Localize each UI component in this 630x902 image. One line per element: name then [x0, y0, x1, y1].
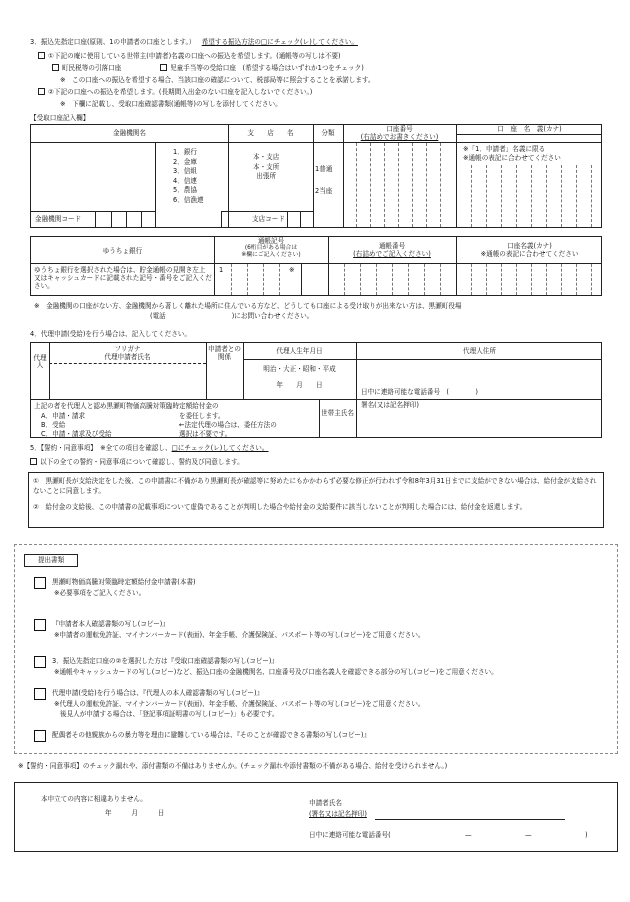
dob: 代理人生年月日 [276, 347, 323, 355]
col-acct: 口座番号 [386, 125, 413, 133]
yucho-sym: 通帳記号 [257, 237, 285, 245]
doc3: 3．振込先指定口座の②を選択した方は『受取口座確認書類の写し(コピー)』 [52, 657, 278, 665]
yucho-desc: ゆうちょ銀行を選択された場合は、貯金通帳の見開き左上又はキャッシュカードに記載された記号・番号をご記入ください。 [34, 266, 212, 291]
tel-dash2: — [525, 831, 532, 839]
doc3-checkbox[interactable] [34, 656, 46, 668]
yucho-star: ※ [289, 266, 295, 274]
checkbox[interactable] [30, 458, 37, 465]
docs-box [14, 544, 618, 754]
name-note2: ※通帳の表記に合わせてください [463, 154, 561, 162]
col-acct-sub: (右詰めでお書きください) [360, 133, 439, 141]
checkbox[interactable] [52, 64, 59, 71]
option1[interactable]: ①下記の庵に使用している世帯主(申請者)名義の口座への振込を希望します。(通帳等の写しは不要) [38, 52, 341, 60]
section4-title: 4．代理申請(受給)を行う場合は、記入してください。 [30, 330, 191, 338]
furigana: フリガナ [114, 345, 141, 353]
yucho-num-sub: (右詰めでご記入ください) [353, 250, 431, 258]
proxy-tel: 日中に連絡可能な電話番号 ( ) [361, 388, 478, 396]
entrust: を委任します。 ←法定代理の場合は、委任方法の 選択は不要です。 [179, 412, 277, 439]
doc5-checkbox[interactable] [34, 730, 46, 742]
yucho-one: 1 [219, 266, 224, 274]
ymd: 年 月 日 [276, 381, 323, 389]
proxy-side: 代理人 [33, 354, 47, 370]
col-branch: 支 店 名 [247, 129, 294, 137]
kind-2: 2当座 [315, 187, 333, 195]
doc3-note: ※通帳やキャッシュカードの写し(コピー)など、振込口座の金融機関名、口座番号及び口座名義人を確認できる部分の写し(コピー)をご用意ください。 [54, 668, 498, 676]
deleg: 上記の者を代理人と認め黒瀬町物価高騰対策臨時定額給付金の [34, 402, 219, 410]
branch-code-row[interactable]: 支店コード [221, 211, 313, 227]
bank-table [30, 124, 602, 228]
doc2: 『申請者本人確認書類の写し(コピー)』 [52, 620, 169, 628]
yucho-table [30, 236, 602, 296]
doc1: 黒瀬町物価高騰対策臨時定額給付金申請書(本書) [52, 578, 196, 586]
doc4: 代理申請(受給)を行う場合は、『代理人の本人確認書類の写し(コピー)』 [52, 689, 264, 697]
col-kind: 分類 [321, 129, 335, 137]
yucho-name: 口座名義(カナ) [507, 242, 552, 250]
proxy-table [30, 342, 602, 438]
confirm: 本申立ての内容に相違ありません。 [41, 795, 147, 803]
bank-header: 【受取口座記入欄】 [30, 114, 90, 122]
section5-title: 5．【誓約・同意事項】 ※全ての項目を確認し、□にチェック(レ)してください。 [30, 444, 269, 452]
bank-code-boxes[interactable] [95, 211, 155, 227]
doc1-note: ※必要事項をご記入ください。 [54, 589, 146, 597]
doc2-checkbox[interactable] [34, 619, 46, 631]
tel-close: ) [585, 831, 588, 839]
consent-box [28, 472, 604, 528]
branch-types: 本・支店 本・支所 出張所 [253, 153, 280, 181]
doc5: 配偶者その他親族からの暴力等を理由に避難している場合は、『そのことが確認できる書類の写し(コピー)』 [52, 731, 371, 739]
option2[interactable]: ②下記の口座への振込を希望します。(長期間入出金のない口座を記入しないでください。) [38, 88, 312, 96]
proxy-name: 代理申請者氏名 [104, 353, 151, 361]
warning: ※【誓約・同意事項】のチェック漏れや、添付書類の不備はありませんか。(チェック漏れや添付書類の不備がある場合、給付を受けられません。) [18, 762, 448, 770]
date: 年 月 日 [105, 809, 165, 817]
head: 世帯主氏名 [321, 409, 354, 417]
applicant: 申請者氏名 [309, 799, 342, 807]
docs-header: 提出書類 [24, 554, 78, 567]
tel-dash1: — [465, 831, 472, 839]
yucho-name-sub: ※通帳の表記に合わせてください [480, 250, 579, 258]
yucho-label: ゆうちょ銀行 [102, 247, 143, 255]
checkbox[interactable] [38, 52, 45, 59]
final-box [14, 782, 618, 852]
applicant-tel[interactable]: 日中に連絡可能な電話番号( [309, 831, 391, 839]
doc2-note: ※申請者の運転免許証、マイナンバーカード(表面)、年金手帳、介護保険証、パスポート等の写し(コピー)をご用意ください。 [54, 631, 425, 639]
col-name: 口 座 名 義(カナ) [497, 125, 562, 133]
doc4-note2: 後見人が申請する場合は、「登記事項証明書の写し(コピー)」も必要です。 [60, 710, 279, 718]
checkbox[interactable] [160, 64, 167, 71]
name-note1: ※「1．申請者」名義に限る [463, 145, 546, 153]
checkbox[interactable] [38, 88, 45, 95]
option1-note: ※ この口座への振込を希望する場合、当該口座の確認について、税部局等に照会することを承諾します。 [60, 76, 375, 84]
consent-2: ② 給付金の支給後、この申請書の記載事項について虚偽であることが判明した場合や給付金の支給要件に該当しないことが判明した場合には、給付金を返還します。 [33, 503, 527, 511]
addr: 代理人住所 [463, 347, 496, 355]
doc4-checkbox[interactable] [34, 688, 46, 700]
section3-title: 3．振込先指定口座(原則、1の申請者の口座とします。） 希望する振込方法の□にチェック(レ)してください。 [30, 38, 358, 46]
option1b[interactable]: 児童手当等の受給口座 (希望する場合はいずれか1つをチェック) [160, 64, 364, 72]
yucho-sym-note: (6桁目がある場合は ※欄にご記入ください) [241, 245, 301, 259]
doc1-checkbox[interactable] [34, 577, 46, 589]
yucho-num: 通帳番号 [378, 242, 406, 250]
footnote: ※ 金融機関の口座がない方、金融機関から著しく離れた場所に住んでいる方など、どうしても口座による受け取りが出来ない方は、黒瀬町役場 [34, 302, 462, 310]
deleg-options[interactable]: A．申請・請求 B．受給 C．申請・請求及び受給 [41, 412, 112, 439]
doc4-note: ※代理人の運転免許証、マイナンバーカード(表面)、年金手帳、介護保険証、パスポート等の写し(コピー)をご用意ください。 [54, 700, 425, 708]
option1a[interactable]: 町民税等の引落口座 [52, 64, 121, 72]
kind-1: 1普通 [315, 165, 333, 173]
footnote2: (電話 )にお問い合わせください。 [150, 312, 314, 320]
relation: 申請者との関係 [208, 345, 241, 362]
consent-1: ① 黒瀬町長が支給決定をした後、この申請書に不備があり黒瀬町長が確認等に努めたにもかかわらず必要な修正が行われず令和8年3月31日までに支給ができない場合は、給付金が支給されないことに同意します。 [33, 477, 597, 495]
consent-check[interactable]: 以下の全ての誓約・同意事項について確認し、誓約及び同意します。 [30, 458, 244, 466]
bank-types: 1．銀行 2．金庫 3．信組 4．信連 5．農協 6．信漁連 [173, 148, 204, 204]
proxy-sign: 署名(又は記名押印) [361, 401, 419, 409]
option2-note: ※ 下欄に記載し、受取口座確認書類(通帳等)の写しを添付してください。 [60, 100, 282, 108]
era: 明治・大正・昭和・平成 [263, 365, 336, 373]
applicant-sign[interactable]: (署名又は記名押印) [309, 810, 367, 818]
bank-code: 金融機関コード [35, 215, 82, 223]
col-bank: 金融機関名 [113, 129, 146, 137]
